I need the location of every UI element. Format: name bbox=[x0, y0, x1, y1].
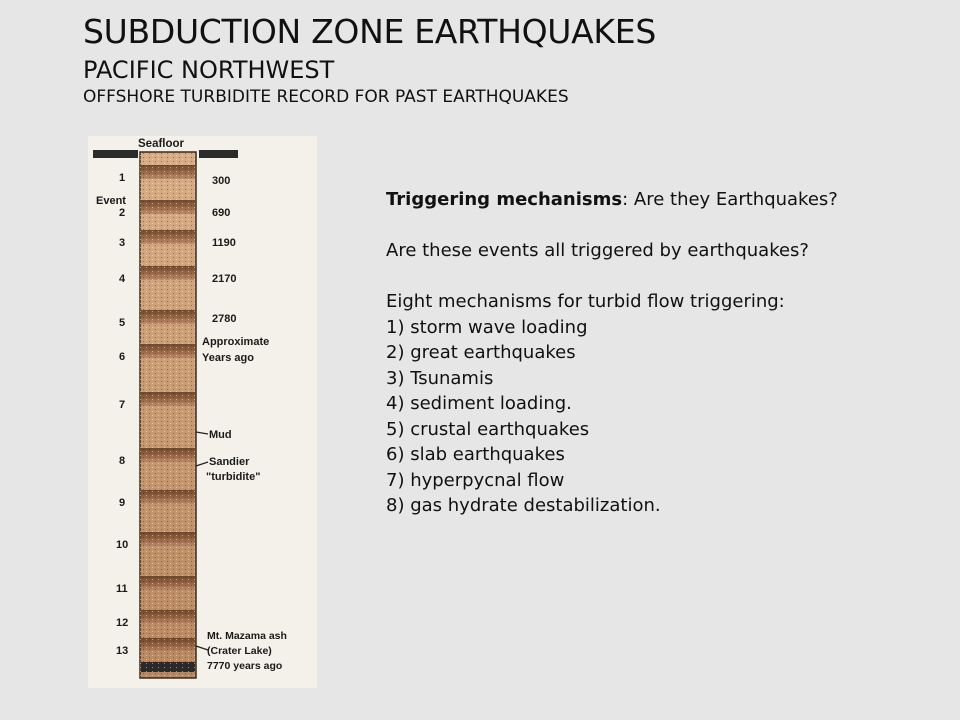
list-item: 6) slab earthquakes bbox=[386, 444, 565, 465]
seafloor-bar-right bbox=[199, 150, 238, 158]
list-item: 1) storm wave loading bbox=[386, 316, 588, 338]
ash-label-3: 7770 years ago bbox=[207, 660, 283, 672]
ash-label-2: (Crater Lake) bbox=[207, 645, 272, 657]
year-label-690: 690 bbox=[212, 207, 231, 219]
sandier-label-1: Sandier bbox=[209, 456, 250, 468]
triggering-heading-bold: Triggering mechanisms bbox=[386, 189, 623, 210]
triggering-heading bbox=[386, 187, 946, 213]
event-label-7: 7 bbox=[119, 399, 126, 411]
turbidite-core-figure bbox=[88, 136, 317, 688]
year-label-1190: 1190 bbox=[212, 237, 236, 249]
event-label-12: 12 bbox=[116, 617, 129, 629]
seafloor-label: Seafloor bbox=[138, 138, 185, 150]
approx-years-label-1: Approximate bbox=[202, 336, 270, 348]
turbidite-core-diagram bbox=[88, 136, 317, 688]
sandier-pointer bbox=[196, 462, 208, 466]
event-label-10: 10 bbox=[116, 539, 129, 551]
event-word-label: Event bbox=[96, 195, 126, 207]
mud-pointer bbox=[196, 432, 208, 434]
event-label-8: 8 bbox=[119, 455, 126, 467]
triggering-question: Are these events all triggered by earthquakes? bbox=[386, 240, 809, 261]
list-item: 8) gas hydrate destabilization. bbox=[386, 495, 661, 516]
event-number-labels bbox=[116, 172, 128, 657]
event-label-6: 6 bbox=[119, 351, 126, 363]
list-item: 2) great earthquakes bbox=[386, 342, 576, 363]
list-item: 4) sediment loading. bbox=[386, 393, 572, 414]
year-label-300: 300 bbox=[212, 175, 231, 187]
ash-label-1: Mt. Mazama ash bbox=[207, 630, 287, 642]
page-title: SUBDUCTION ZONE EARTHQUAKES bbox=[83, 12, 656, 51]
mechanisms-intro: Eight mechanisms for turbid flow triggering: bbox=[386, 291, 785, 312]
event-label-4: 4 bbox=[119, 273, 126, 285]
year-label-2780: 2780 bbox=[212, 313, 237, 325]
triggering-text bbox=[386, 187, 946, 519]
title-block bbox=[83, 12, 656, 108]
page-sub-subtitle: OFFSHORE TURBIDITE RECORD FOR PAST EARTHQUAKES bbox=[83, 87, 569, 107]
list-item: 7) hyperpycnal flow bbox=[386, 469, 565, 491]
list-item: 3) Tsunamis bbox=[386, 367, 494, 389]
event-label-3: 3 bbox=[119, 237, 126, 249]
event-label-2: 2 bbox=[119, 207, 126, 219]
event-label-13: 13 bbox=[116, 645, 129, 657]
core-texture bbox=[140, 152, 196, 678]
mud-label: Mud bbox=[209, 429, 232, 441]
list-item: 5) crustal earthquakes bbox=[386, 418, 590, 440]
sandier-label-2: "turbidite" bbox=[206, 471, 261, 483]
event-label-9: 9 bbox=[119, 497, 126, 509]
event-label-11: 11 bbox=[116, 583, 128, 595]
triggering-heading-rest: : Are they Earthquakes? bbox=[622, 189, 838, 210]
event-label-1: 1 bbox=[119, 172, 126, 184]
approx-years-label-2: Years ago bbox=[202, 352, 254, 364]
page-subtitle: PACIFIC NORTHWEST bbox=[83, 56, 335, 84]
year-labels bbox=[212, 175, 236, 325]
mechanisms-list bbox=[386, 315, 946, 519]
event-label-5: 5 bbox=[119, 317, 126, 329]
seafloor-bar-left bbox=[93, 150, 138, 158]
year-label-2170: 2170 bbox=[212, 273, 237, 285]
